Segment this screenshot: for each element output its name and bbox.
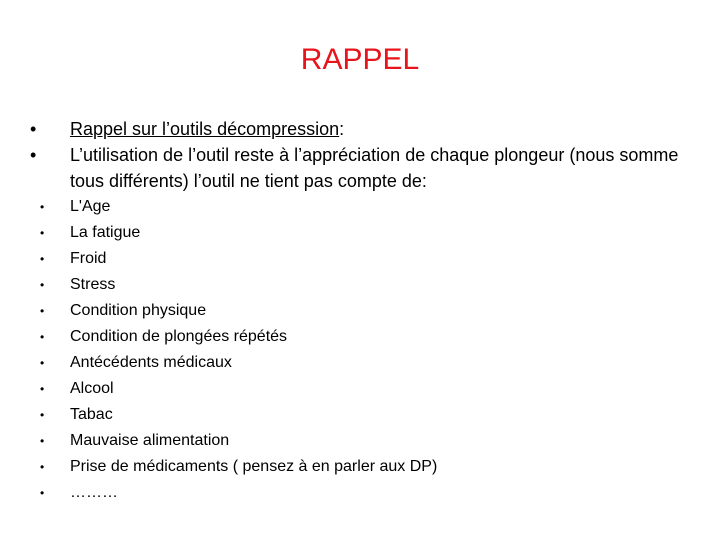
factor-label: La fatigue — [70, 224, 141, 241]
bullet-icon: • — [40, 408, 45, 422]
factor-item — [40, 350, 680, 376]
factor-label: Prise de médicaments ( pensez à en parler aux DP) — [70, 458, 438, 475]
factor-item — [40, 454, 680, 480]
bullet-icon: • — [30, 119, 37, 139]
bullet-icon: • — [40, 278, 45, 292]
factor-item — [40, 428, 680, 454]
factor-item — [40, 324, 680, 350]
factor-label: Condition physique — [70, 302, 207, 319]
factor-list — [40, 194, 680, 506]
factor-label: Condition de plongées répétés — [70, 328, 288, 345]
factor-label: Froid — [70, 250, 107, 267]
main-bullet-item-intro — [30, 116, 690, 142]
main-bullet-item-statement — [30, 142, 690, 194]
factor-label: Mauvaise alimentation — [70, 432, 230, 449]
bullet-icon: • — [40, 252, 45, 266]
factor-item — [40, 480, 680, 506]
bullet-icon: • — [40, 356, 45, 370]
bullet-icon: • — [40, 382, 45, 396]
factor-item — [40, 298, 680, 324]
factor-item — [40, 376, 680, 402]
factor-item — [40, 402, 680, 428]
factor-item — [40, 246, 680, 272]
factor-item — [40, 194, 680, 220]
factor-label: ……… — [70, 484, 118, 501]
bullet-icon: • — [40, 460, 45, 474]
bullet-icon: • — [40, 304, 45, 318]
bullet-icon: • — [40, 226, 45, 240]
factor-label: Stress — [70, 276, 116, 293]
bullet-icon: • — [40, 486, 45, 500]
decompression-tool-link[interactable]: Rappel sur l’outils décompression — [70, 119, 340, 139]
factor-label: L'Age — [70, 198, 111, 215]
bullet-icon: • — [40, 434, 45, 448]
bullet-icon: • — [40, 200, 45, 214]
factor-item — [40, 220, 680, 246]
factor-label: Tabac — [70, 406, 113, 423]
bullet-icon: • — [30, 145, 37, 165]
main-bullet-list — [30, 116, 690, 194]
statement-text: L’utilisation de l’outil reste à l’appréciation de chaque plongeur (nous somme tous différents) l’outil ne tient pas compte de: — [70, 145, 679, 191]
intro-suffix: : — [339, 119, 345, 139]
bullet-icon: • — [40, 330, 45, 344]
factor-label: Antécédents médicaux — [70, 354, 232, 371]
factor-item — [40, 272, 680, 298]
factor-label: Alcool — [70, 380, 114, 397]
slide-title: RAPPEL — [300, 43, 420, 76]
